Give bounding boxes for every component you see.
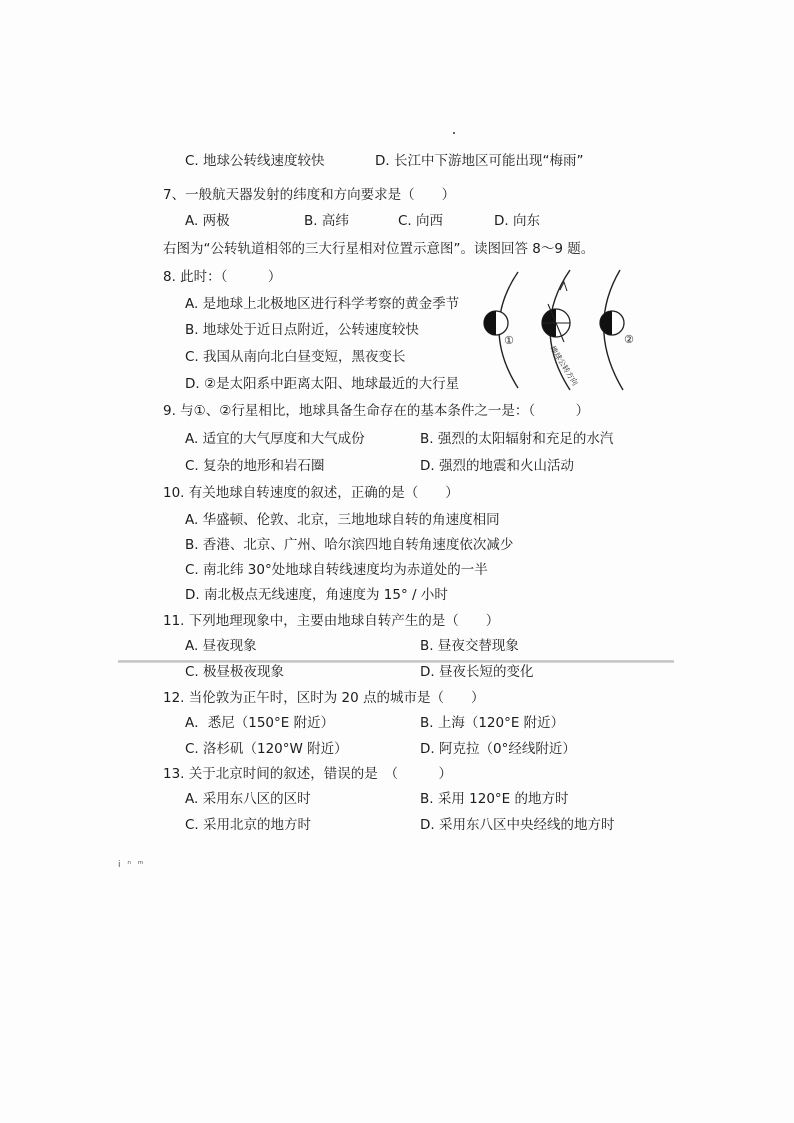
- scan-speck: [453, 132, 455, 134]
- q9-option-d: D. 强烈的地震和火山活动: [420, 458, 574, 474]
- q13-stem: 13. 关于北京时间的叙述，错误的是 （ ）: [163, 766, 453, 782]
- q6-option-c: C. 地球公转线速度较快: [185, 153, 325, 169]
- q7-stem: 7、一般航天器发射的纬度和方向要求是（ ）: [163, 187, 456, 203]
- q10-option-c: C. 南北纬 30°处地球自转线速度均为赤道处的一半: [185, 562, 488, 578]
- q13-option-b: B. 采用 120°E 的地方时: [420, 791, 569, 807]
- q10-option-d: D. 南北极点无线速度，角速度为 15° / 小时: [185, 587, 448, 603]
- planet-1: [484, 311, 508, 335]
- q8-option-d: D. ②是太阳系中距离太阳、地球最近的大行星: [185, 376, 460, 392]
- q11-option-c: C. 极昼极夜现象: [185, 664, 285, 680]
- q7-option-b: B. 高纬: [304, 213, 349, 229]
- planet-1-label: ①: [504, 334, 514, 347]
- planet-2-label: ②: [624, 333, 634, 346]
- q8-option-c: C. 我国从南向北白昼变短，黑夜变长: [185, 349, 406, 365]
- q13-option-d: D. 采用东八区中央经线的地方时: [420, 817, 615, 833]
- q12-option-b: B. 上海（120°E 附近）: [420, 715, 565, 731]
- planet-2: [600, 311, 624, 335]
- q12-option-c: C. 洛杉矶（120°W 附近）: [185, 741, 348, 757]
- q10-option-b: B. 香港、北京、广州、哈尔滨四地自转角速度依次减少: [185, 537, 514, 553]
- q11-option-d: D. 昼夜长短的变化: [420, 664, 534, 680]
- q12-option-a: A．悉尼（150°E 附近）: [185, 715, 335, 731]
- q7-option-d: D. 向东: [494, 213, 540, 229]
- q9-option-c: C. 复杂的地形和岩石圈: [185, 458, 325, 474]
- orbit-direction-label: 地球公转方向: [548, 344, 580, 388]
- q10-stem: 10. 有关地球自转速度的叙述，正确的是（ ）: [163, 485, 459, 501]
- q7-option-c: C. 向西: [398, 213, 444, 229]
- q9-option-a: A. 适宜的大气厚度和大气成份: [185, 431, 365, 447]
- q7-option-a: A. 两极: [185, 213, 230, 229]
- q11-option-a: A. 昼夜现象: [185, 638, 257, 654]
- q13-option-a: A. 采用东八区的区时: [185, 791, 311, 807]
- planet-earth: [542, 304, 570, 342]
- planet-orbit-figure: [478, 268, 646, 392]
- q6-option-d: D. 长江中下游地区可能出现“梅雨”: [375, 153, 584, 169]
- q9-option-b: B. 强烈的太阳辐射和充足的水汽: [420, 431, 614, 447]
- footer-scan-mark: ⅰ ⁿ ᵐ: [118, 860, 146, 870]
- planet-orbit-diagram: [478, 268, 646, 392]
- q11-option-b: B. 昼夜交替现象: [420, 638, 519, 654]
- q10-option-a: A. 华盛顿、伦敦、北京，三地地球自转的角速度相同: [185, 512, 500, 528]
- q11-stem: 11. 下列地理现象中，主要由地球自转产生的是（ ）: [163, 613, 500, 629]
- q12-option-d: D. 阿克拉（0°经线附近）: [420, 741, 576, 757]
- q8-option-a: A. 是地球上北极地区进行科学考察的黄金季节: [185, 296, 460, 312]
- q13-option-c: C. 采用北京的地方时: [185, 817, 312, 833]
- q8-stem: 8. 此时：（ ）: [163, 269, 282, 285]
- q9-stem: 9. 与①、②行星相比，地球具备生命存在的基本条件之一是：（ ）: [163, 403, 590, 419]
- q12-stem: 12. 当伦敦为正午时，区时为 20 点的城市是（ ）: [163, 690, 485, 706]
- q8-option-b: B. 地球处于近日点附近，公转速度较快: [185, 322, 419, 338]
- q8-9-intro: 右图为“公转轨道相邻的三大行星相对位置示意图”。读图回答 8～9 题。: [163, 241, 595, 257]
